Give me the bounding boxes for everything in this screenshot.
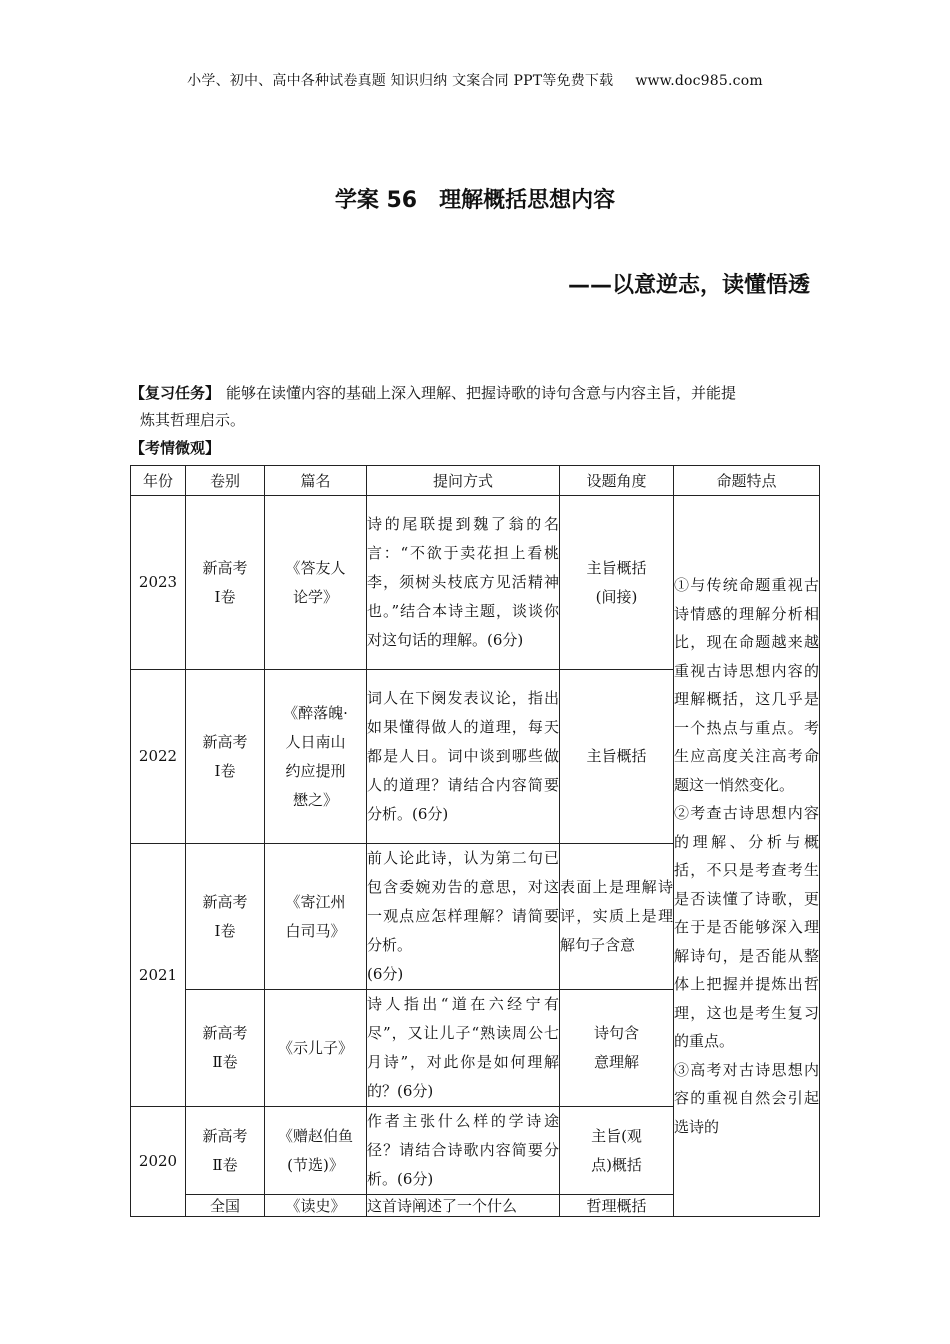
question-cell: 前人论此诗，认为第二句已包含委婉劝告的意思，对这一观点应怎样理解？请简要分析。 (6分) — [367, 844, 560, 990]
review-task-line1: 能够在读懂内容的基础上深入理解、把握诗歌的诗句含意与内容主旨，并能提 — [226, 384, 737, 402]
angle-text: 哲理概括 — [586, 1196, 647, 1215]
header-year: 年份 — [131, 466, 186, 496]
title-text: 理解概括思想内容 — [439, 188, 616, 213]
feature-item: ③高考对古诗思想内容的重视自然会引起选诗的 — [674, 1060, 819, 1136]
question-cell: 词人在下阕发表议论，指出如果懂得做人的道理，每天都是人日。词中谈到哪些做人的道理？请结合内容简要分析。(6分) — [367, 670, 560, 844]
angle-cell: 主旨(观 点)概括 — [560, 1107, 674, 1195]
page-header — [0, 70, 950, 90]
question-cell: 诗人指出“道在六经宁有尽”，又让儿子“熟读周公七月诗”，对此你是如何理解的？(6分) — [367, 990, 560, 1107]
paper-cell: 新高考 Ⅱ卷 — [186, 1107, 265, 1195]
title-text: 《读史》 — [285, 1196, 346, 1215]
year-cell: 2023 — [131, 496, 186, 670]
table-row — [131, 496, 820, 670]
header-text: 小学、初中、高中各种试卷真题 知识归纳 文案合同 PPT等免费下载 — [187, 73, 614, 89]
title-cell: 《示儿子》 — [265, 990, 367, 1107]
paper-cell: 新高考 Ⅱ卷 — [186, 990, 265, 1107]
observation-label: 【考情微观】 — [130, 439, 221, 457]
angle-cell: 主旨概括 (间接) — [560, 496, 674, 670]
review-task-line2: 炼其哲理启示。 — [140, 411, 246, 429]
page-title — [0, 183, 950, 214]
paper-text: 全国 — [209, 1196, 240, 1215]
year-cell: 2021 — [131, 844, 186, 1107]
page-subtitle: ——以意逆志，读懂悟透 — [567, 273, 810, 298]
title-number: 学案 56 — [334, 188, 418, 213]
review-task-label: 【复习任务】 — [130, 384, 221, 402]
features-cell — [674, 496, 820, 1217]
angle-cell: 主旨概括 — [560, 670, 674, 844]
question-text: 这首诗阐述了一个什么 — [367, 1196, 518, 1215]
exam-table — [130, 465, 820, 1217]
title-cell: 《答友人 论学》 — [265, 496, 367, 670]
paper-cell: 新高考 Ⅰ卷 — [186, 496, 265, 670]
review-task — [130, 380, 820, 434]
table-header-row — [131, 466, 820, 496]
title-cell: 《醉落魄· 人日南山 约应提刑 懋之》 — [265, 670, 367, 844]
header-features: 命题特点 — [674, 466, 820, 496]
year-cell: 2022 — [131, 670, 186, 844]
header-question: 提问方式 — [367, 466, 560, 496]
title-cell: 《赠赵伯鱼 (节选)》 — [265, 1107, 367, 1195]
question-cell — [367, 1195, 560, 1217]
title-cell: 《寄江州 白司马》 — [265, 844, 367, 990]
paper-cell: 新高考 Ⅰ卷 — [186, 670, 265, 844]
header-paper: 卷别 — [186, 466, 265, 496]
paper-cell: 新高考 Ⅰ卷 — [186, 844, 265, 990]
angle-cell — [560, 1195, 674, 1217]
header-angle: 设题角度 — [560, 466, 674, 496]
year-cell: 2020 — [131, 1107, 186, 1217]
question-cell: 作者主张什么样的学诗途径？请结合诗歌内容简要分析。(6分) — [367, 1107, 560, 1195]
header-title: 篇名 — [265, 466, 367, 496]
question-cell: 诗的尾联提到魏了翁的名言：“不欲于卖花担上看桃李，须树头枝底方见活精神也。”结合本诗主题，谈谈你对这句话的理解。(6分) — [367, 496, 560, 670]
angle-cell: 诗句含 意理解 — [560, 990, 674, 1107]
title-cell — [265, 1195, 367, 1217]
paper-cell — [186, 1195, 265, 1217]
feature-item: ①与传统命题重视古诗情感的理解分析相比，现在命题越来越重视古诗思想内容的理解概括，这几乎是一个热点与重点。考生应高度关注高考命题这一悄然变化。 — [674, 576, 819, 794]
header-site: www.doc985.com — [635, 73, 763, 89]
feature-item: ②考查古诗思想内容的理解、分析与概括，不只是考查考生是否读懂了诗歌，更在于是否能够深入理解诗句，是否能从整体上把握并提炼出哲理，这也是考生复习的重点。 — [674, 804, 819, 1050]
angle-cell: 表面上是理解诗评，实质上是理解句子含意 — [560, 844, 674, 990]
